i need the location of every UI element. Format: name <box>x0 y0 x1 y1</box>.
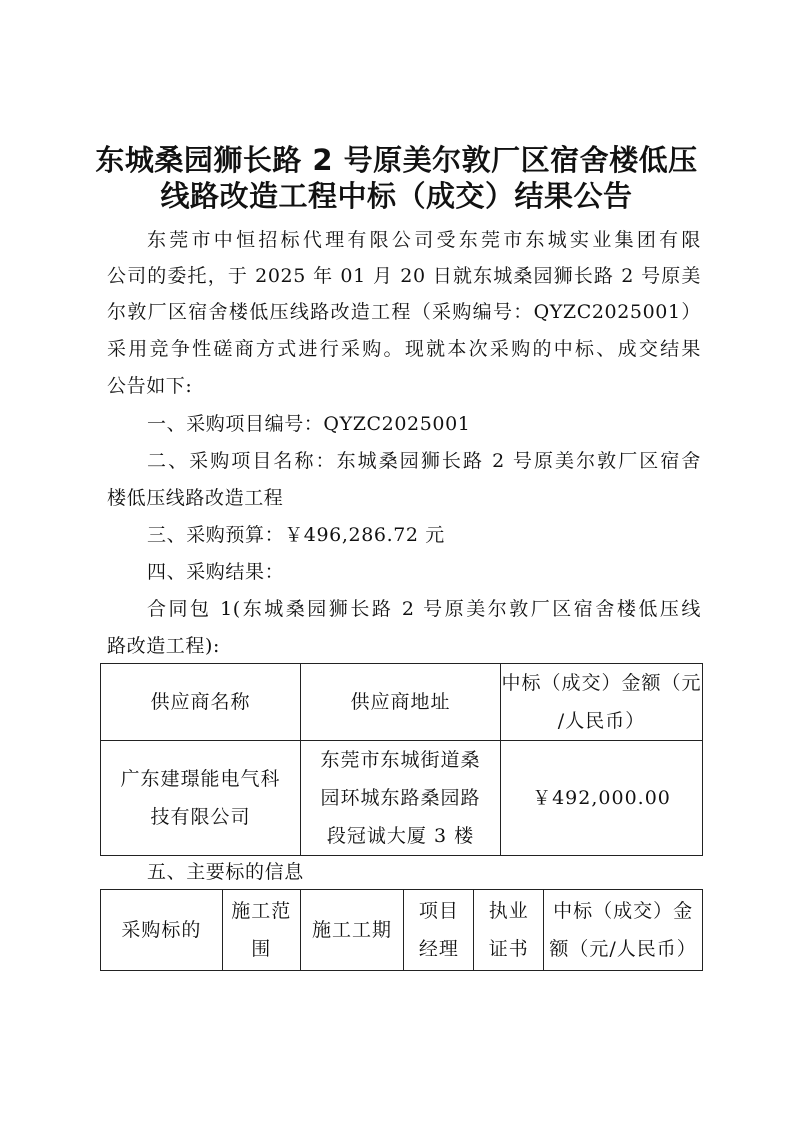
section-budget: 三、采购预算：￥496,286.72 元 <box>147 524 445 546</box>
header-line: 经理 <box>418 938 459 960</box>
header-supplier-address: 供应商地址 <box>301 664 501 741</box>
supplier-address-line: 园环城东路桑园路 <box>320 787 481 809</box>
announcement-title-line-1: 东城桑园狮长路 2 号原美尔敦厂区宿舍楼低压 <box>95 143 698 177</box>
header-award-amount <box>501 664 703 741</box>
section-project-number: 一、采购项目编号：QYZC2025001 <box>147 413 471 435</box>
section-project-name: 二、采购项目名称：东城桑园狮长路 2 号原美尔敦厂区宿舍 <box>147 450 701 472</box>
table-header-row <box>101 890 703 971</box>
table-row <box>101 741 703 856</box>
section-result-heading: 四、采购结果： <box>147 561 285 583</box>
header-line: 采购标的 <box>121 919 202 941</box>
header-construction-scope <box>222 890 300 971</box>
header-practice-certificate <box>474 890 544 971</box>
header-line: 证书 <box>488 938 529 960</box>
intro-line: 公司的委托，于 2025 年 01 月 20 日就东城桑园狮长路 2 号原美 <box>107 265 701 287</box>
header-line: 项目 <box>418 900 459 922</box>
supplier-name-line: 技有限公司 <box>150 806 251 828</box>
supplier-address-line: 东莞市东城街道桑 <box>320 749 481 771</box>
announcement-title-line-2: 线路改造工程中标（成交）结果公告 <box>160 179 633 213</box>
subject-info-table <box>100 889 703 971</box>
intro-line: 采用竞争性磋商方式进行采购。现就本次采购的中标、成交结果 <box>107 338 701 360</box>
header-line: 施工工期 <box>312 919 393 941</box>
header-award-amount-line: 中标（成交）金额（元 <box>501 672 702 694</box>
header-line: 执业 <box>488 900 529 922</box>
award-result-table <box>100 663 703 856</box>
supplier-name-cell <box>101 741 301 856</box>
header-line: 围 <box>251 938 272 960</box>
award-amount-cell: ￥492,000.00 <box>501 741 703 856</box>
header-award-amount <box>544 890 703 971</box>
contract-package-line-cont: 路改造工程): <box>107 635 221 657</box>
header-construction-period <box>300 890 404 971</box>
table-header-row <box>101 664 703 741</box>
supplier-address-cell <box>301 741 501 856</box>
header-line: 中标（成交）金 <box>553 900 694 922</box>
header-project-manager <box>404 890 474 971</box>
contract-package-line: 合同包 1(东城桑园狮长路 2 号原美尔敦厂区宿舍楼低压线 <box>147 598 701 620</box>
intro-line: 尔敦厂区宿舍楼低压线路改造工程（采购编号：QYZC2025001） <box>107 301 701 323</box>
header-line: 额（元/人民币） <box>549 938 697 960</box>
header-line: 施工范 <box>231 900 292 922</box>
supplier-name-line: 广东建璟能电气科 <box>120 768 281 790</box>
header-award-amount-line: /人民币） <box>557 710 646 732</box>
section-project-name-cont: 楼低压线路改造工程 <box>107 487 284 509</box>
intro-line: 东莞市中恒招标代理有限公司受东莞市东城实业集团有限 <box>147 229 701 251</box>
header-procurement-subject <box>101 890 223 971</box>
section-subject-info: 五、主要标的信息 <box>147 861 304 883</box>
header-supplier-name: 供应商名称 <box>101 664 301 741</box>
supplier-address-line: 段冠诚大厦 3 楼 <box>326 825 475 847</box>
intro-line: 公告如下: <box>107 375 193 397</box>
